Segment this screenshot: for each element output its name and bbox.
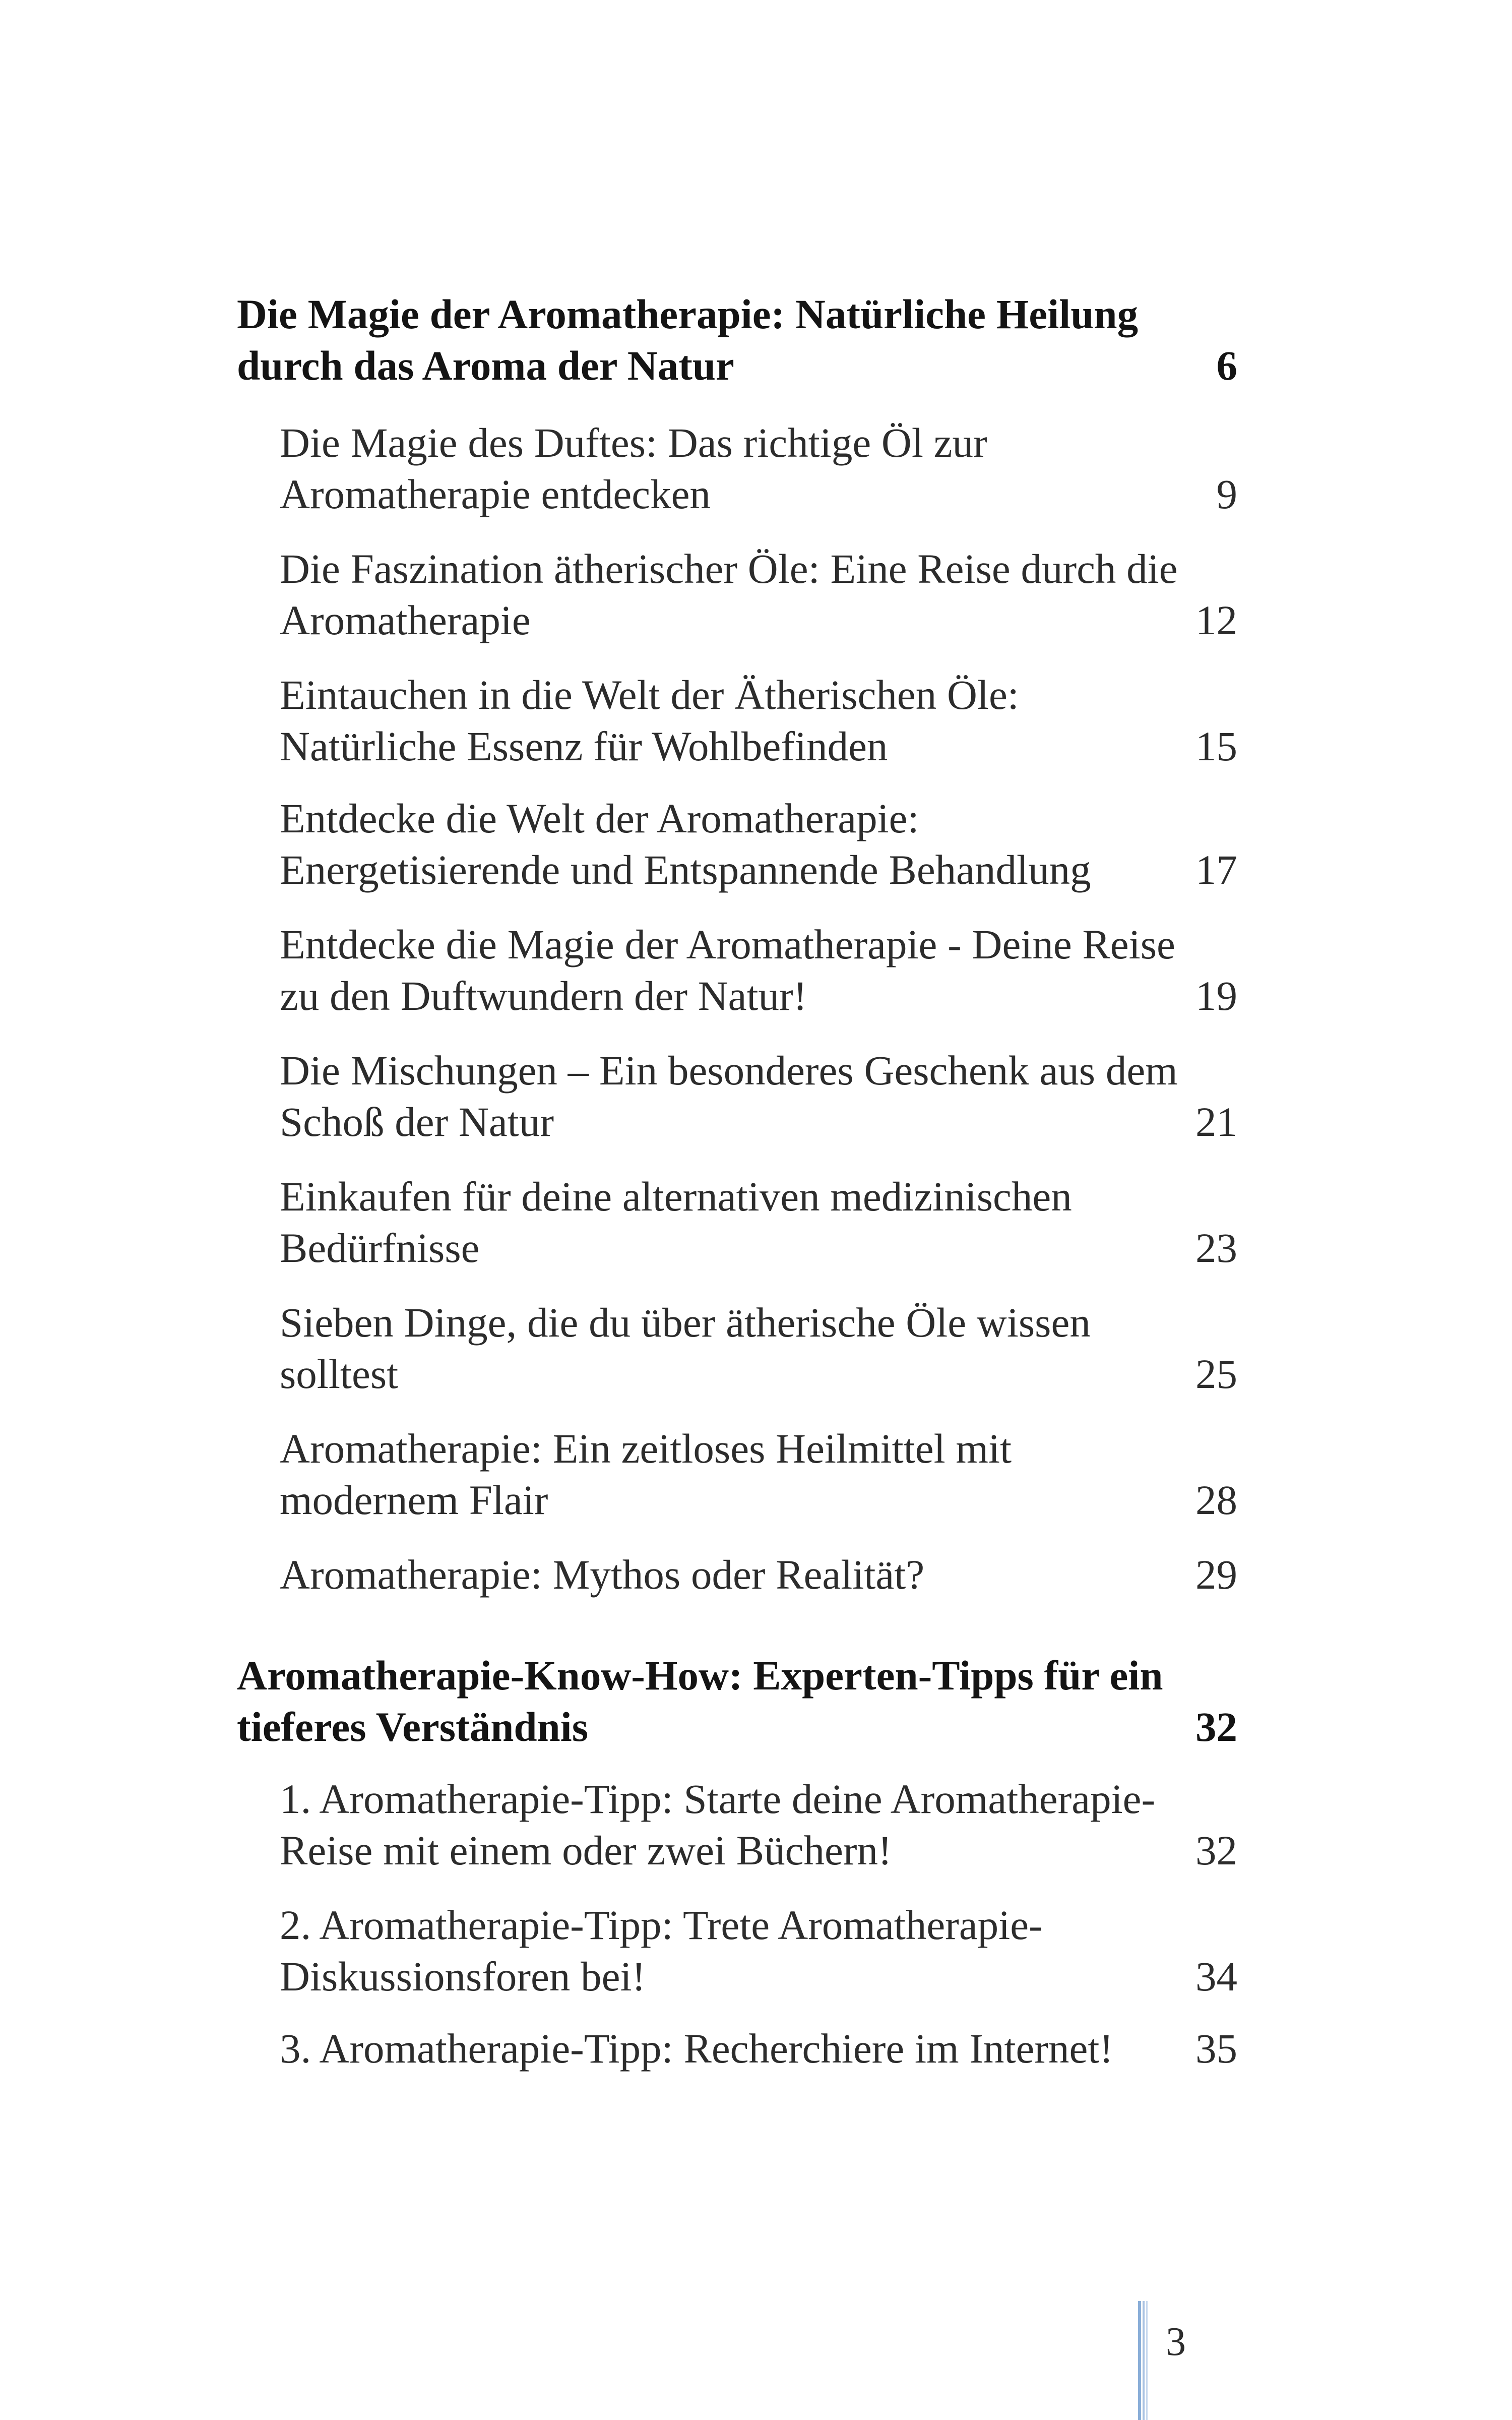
toc-page-number: 28 xyxy=(1195,1477,1237,1523)
toc-entry-title-line: Energetisierende und Entspannende Behandlung xyxy=(280,846,1091,893)
margin-rule xyxy=(1143,2301,1145,2420)
toc-entry-title-line: Die Faszination ätherischer Öle: Eine Reise durch die xyxy=(280,546,1178,592)
toc-entry-title-line: Aromatherapie-Know-How: Experten-Tipps für ein xyxy=(237,1652,1163,1699)
toc-chapter-entry[interactable] xyxy=(237,1651,1237,1754)
margin-rule xyxy=(1146,2301,1148,2420)
toc-section-entry[interactable] xyxy=(280,794,1237,897)
toc-page-number: 15 xyxy=(1195,723,1237,769)
toc-entry-title-line: tieferes Verständnis xyxy=(237,1704,589,1750)
toc-page-number: 12 xyxy=(1195,597,1237,643)
toc-page-number: 34 xyxy=(1195,1953,1237,2000)
toc-entry-title-line: Diskussionsforen bei! xyxy=(280,1953,646,2000)
toc-section-entry[interactable] xyxy=(280,2024,1237,2076)
toc-entry-title-line: 3. Aromatherapie-Tipp: Recherchiere im Internet! xyxy=(280,2025,1114,2072)
toc-entry-title-line: Sieben Dinge, die du über ätherische Öle wissen xyxy=(280,1299,1091,1346)
toc-page-number: 25 xyxy=(1195,1351,1237,1397)
toc-entry-title-line: Aromatherapie entdecken xyxy=(280,471,711,517)
toc-chapter-entry[interactable] xyxy=(237,290,1237,393)
toc-entry-title-line: Entdecke die Welt der Aromatherapie: xyxy=(280,795,919,841)
toc-entry-title-line: Reise mit einem oder zwei Büchern! xyxy=(280,1827,892,1873)
toc-entry-title-line: solltest xyxy=(280,1351,399,1397)
toc-entry-title-line: 1. Aromatherapie-Tipp: Starte deine Aromatherapie- xyxy=(280,1776,1156,1822)
toc-entry-title-line: modernem Flair xyxy=(280,1477,548,1523)
toc-entry-title-line: Aromatherapie: Ein zeitloses Heilmittel mit xyxy=(280,1425,1012,1472)
toc-page-number: 23 xyxy=(1195,1225,1237,1271)
toc-section-entry[interactable] xyxy=(280,1901,1237,2004)
toc-entry-title-line: durch das Aroma der Natur xyxy=(237,342,734,389)
toc-page-number: 29 xyxy=(1195,1551,1237,1598)
toc-section-entry[interactable] xyxy=(280,544,1237,647)
toc-section-entry[interactable] xyxy=(280,1298,1237,1401)
toc-section-entry[interactable] xyxy=(280,671,1237,773)
toc-entry-title-line: Einkaufen für deine alternativen medizinischen xyxy=(280,1173,1072,1220)
toc-entry-title-line: zu den Duftwundern der Natur! xyxy=(280,973,807,1019)
toc-page-number: 19 xyxy=(1195,973,1237,1019)
toc-page-number: 6 xyxy=(1216,342,1237,389)
toc-entry-title-line: Natürliche Essenz für Wohlbefinden xyxy=(280,723,888,769)
toc-entry-title-line: Bedürfnisse xyxy=(280,1225,480,1271)
toc-entry-title-line: Aromatherapie xyxy=(280,597,531,643)
toc-entry-title-line: Die Magie des Duftes: Das richtige Öl zur xyxy=(280,419,987,466)
toc-section-entry[interactable] xyxy=(280,1172,1237,1275)
toc-entry-title-line: Eintauchen in die Welt der Ätherischen Öle: xyxy=(280,672,1019,718)
toc-section-entry[interactable] xyxy=(280,418,1237,521)
toc-section-entry[interactable] xyxy=(280,1550,1237,1602)
toc-entry-title-line: Die Magie der Aromatherapie: Natürliche Heilung xyxy=(237,291,1139,337)
toc-entry-title-line: Entdecke die Magie der Aromatherapie - Deine Reise xyxy=(280,921,1175,967)
toc-section-entry[interactable] xyxy=(280,1775,1237,1878)
page-number-block xyxy=(1138,2301,1512,2420)
toc-section-entry[interactable] xyxy=(280,920,1237,1023)
page-number: 3 xyxy=(1166,2320,1186,2364)
margin-rule xyxy=(1138,2301,1141,2420)
toc-entry-title-line: Die Mischungen – Ein besonderes Geschenk aus dem xyxy=(280,1047,1178,1094)
toc-page-number: 32 xyxy=(1195,1827,1237,1873)
toc-section-entry[interactable] xyxy=(280,1424,1237,1527)
toc-page-number: 9 xyxy=(1216,471,1237,517)
toc-page-number: 17 xyxy=(1195,846,1237,893)
toc-section-entry[interactable] xyxy=(280,1046,1237,1149)
toc-page-number: 21 xyxy=(1195,1099,1237,1145)
toc-entry-title-line: Schoß der Natur xyxy=(280,1099,554,1145)
toc-entry-title-line: 2. Aromatherapie-Tipp: Trete Aromatherapie- xyxy=(280,1902,1043,1948)
toc-page-number: 32 xyxy=(1195,1704,1237,1750)
toc-page-number: 35 xyxy=(1195,2025,1237,2072)
toc-entry-title-line: Aromatherapie: Mythos oder Realität? xyxy=(280,1551,925,1598)
